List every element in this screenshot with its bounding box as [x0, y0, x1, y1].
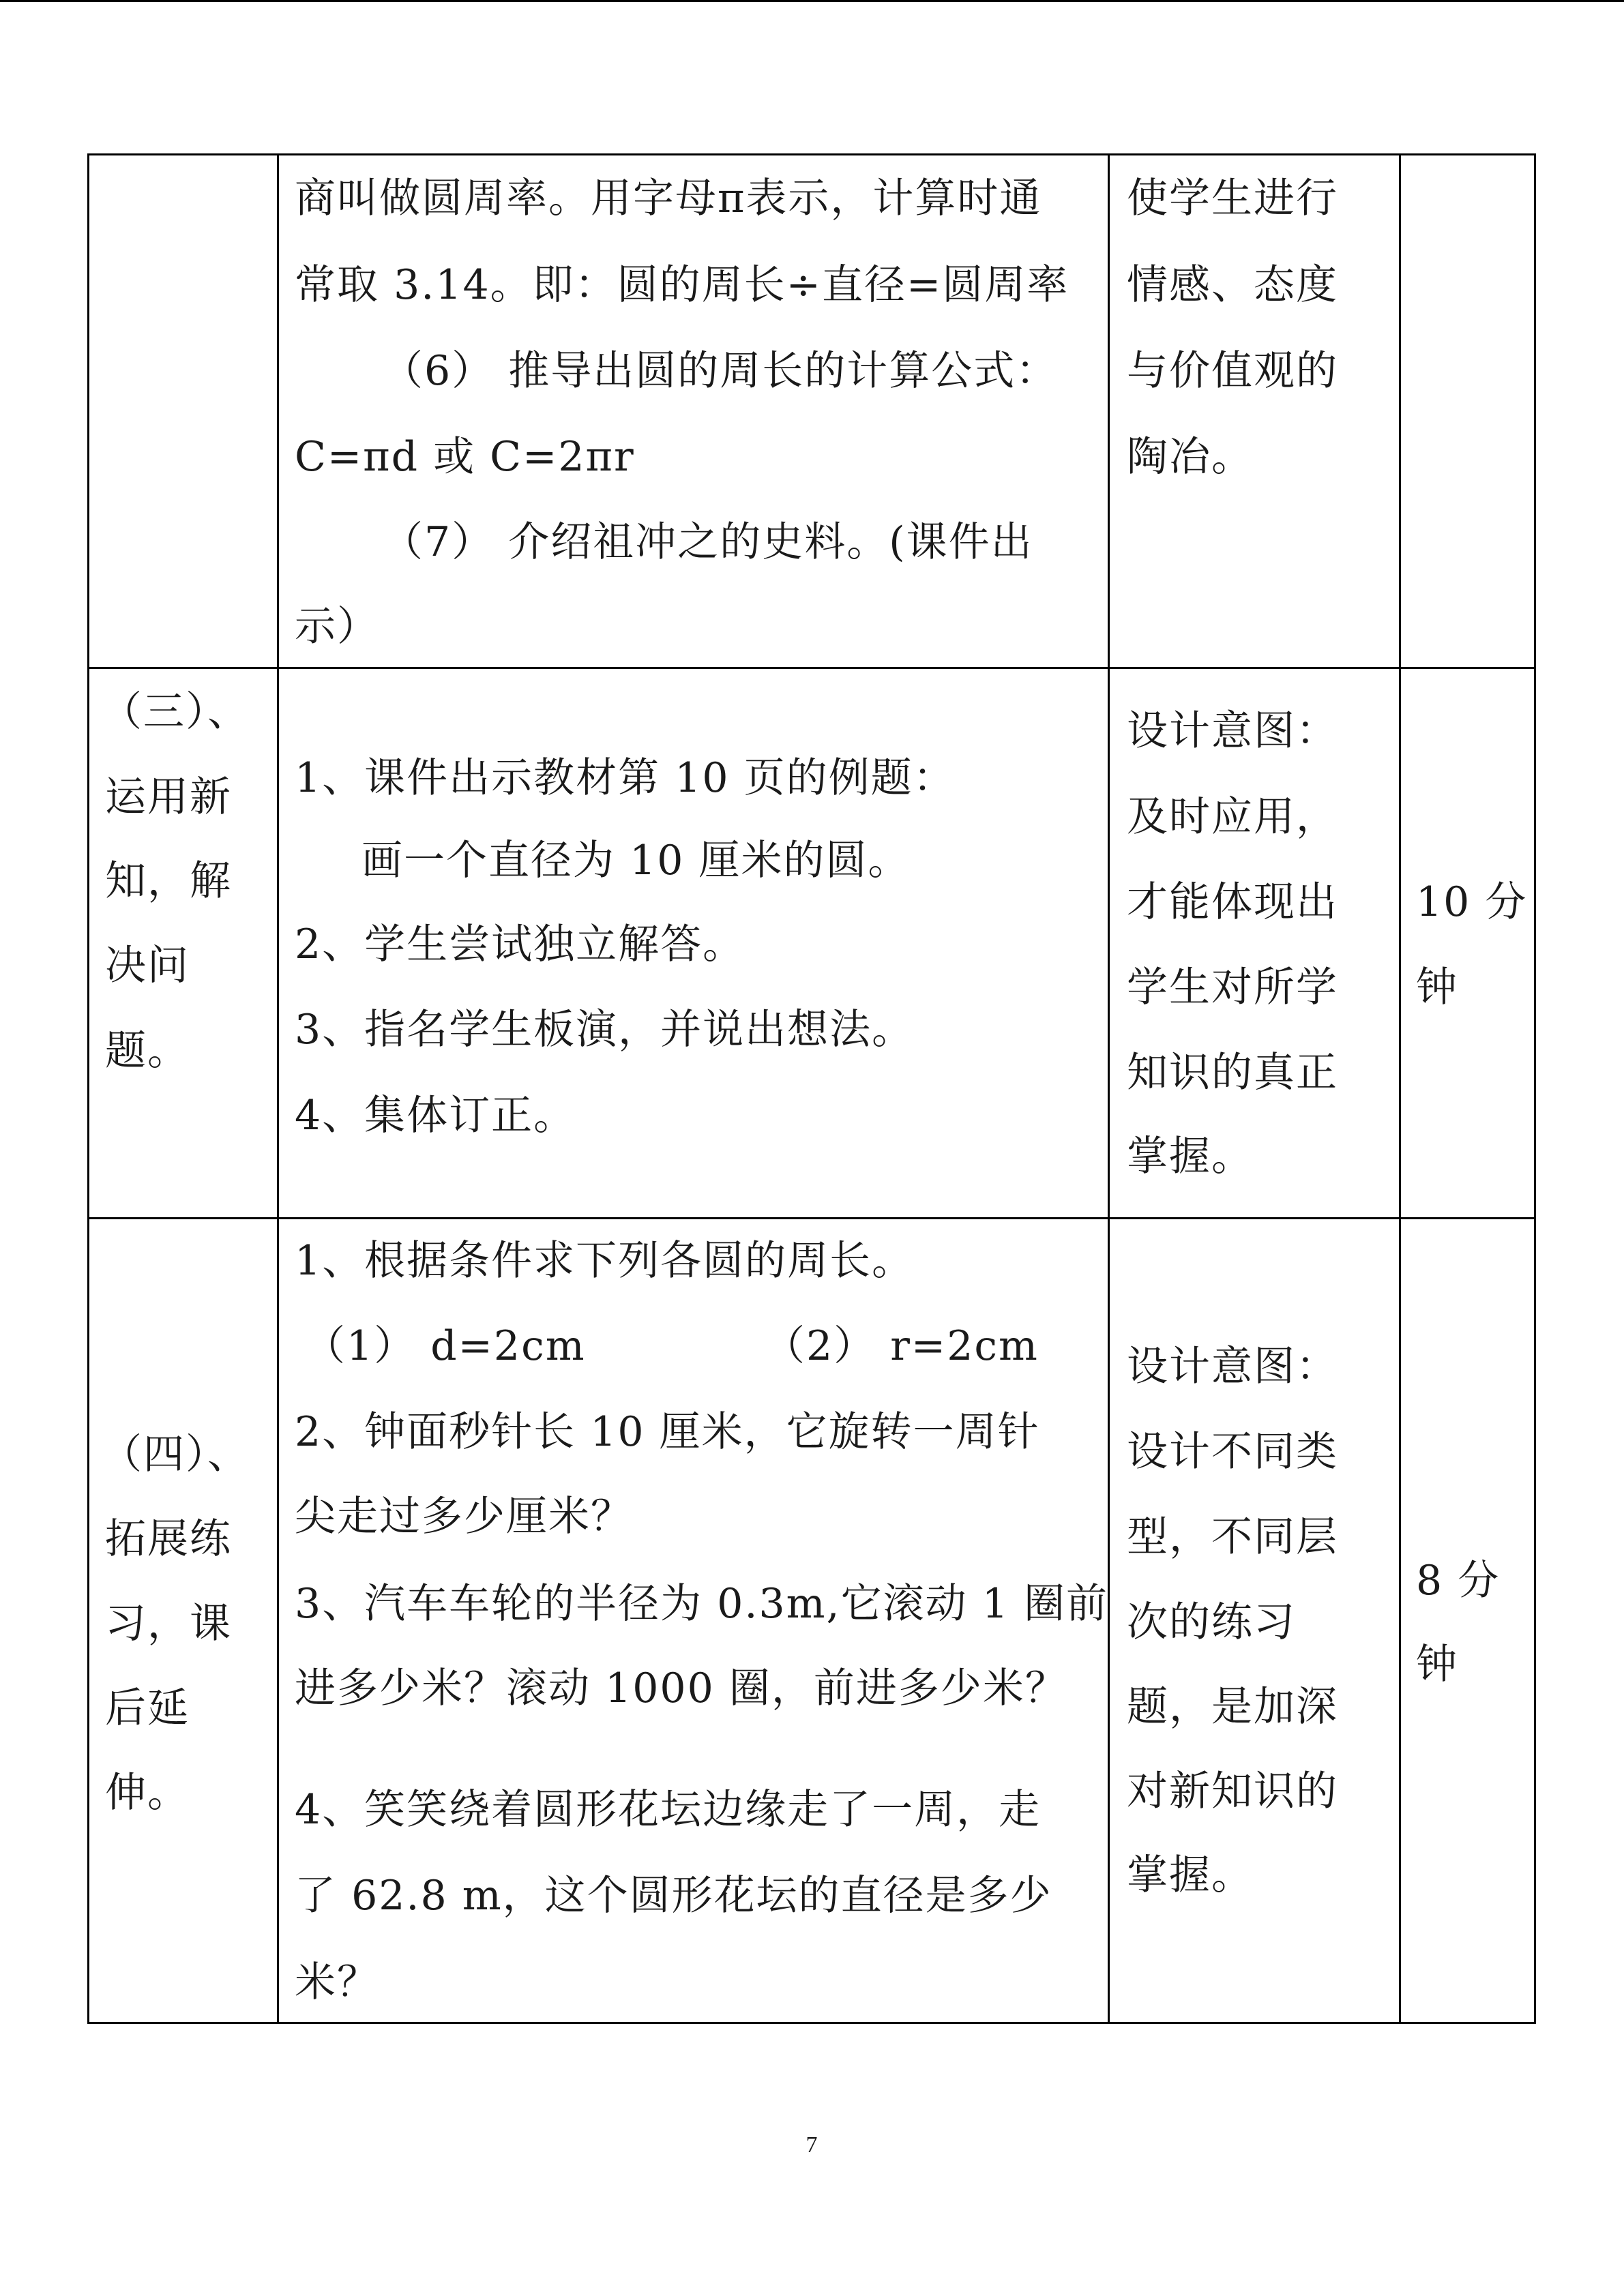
table-rule-left [87, 153, 89, 2024]
content-line: C=πd 或 C=2πr [295, 433, 635, 481]
table-rule-row1 [87, 667, 1536, 669]
intent-line: 及时应用， [1127, 793, 1338, 841]
content-line: 2、学生尝试独立解答。 [295, 921, 745, 968]
table-rule-top [87, 153, 1536, 155]
stage-line: 后延 [105, 1684, 190, 1732]
intent-line: 型，不同层 [1127, 1513, 1338, 1561]
intent-line: 情感、态度 [1127, 261, 1338, 309]
time-line: 10 分 [1416, 878, 1528, 926]
stage-line: 知，解 [105, 857, 232, 905]
stage-line: （三）、 [101, 688, 250, 736]
content-line: （1） d=2cm [304, 1322, 586, 1370]
content-line: 画一个直径为 10 厘米的圆。 [361, 837, 911, 884]
content-line: 4、集体订正。 [295, 1092, 576, 1139]
intent-line: 题，是加深 [1127, 1683, 1338, 1731]
table-rule-col1 [277, 153, 279, 2024]
intent-line: 对新知识的 [1127, 1768, 1338, 1815]
content-line: （6） 推导出圆的周长的计算公式： [382, 347, 1059, 395]
content-line: 3、指名学生板演，并说出想法。 [295, 1006, 915, 1054]
content-line: （2） r=2cm [764, 1322, 1039, 1370]
stage-line: 题。 [105, 1027, 190, 1075]
stage-line: 决问 [105, 942, 190, 989]
content-line: 3、汽车车轮的半径为 0.3m,它滚动 1 圈前 [295, 1580, 1108, 1628]
content-line: 尖走过多少厘米？ [295, 1493, 633, 1540]
content-line: 进多少米？滚动 1000 圈，前进多少米？ [295, 1665, 1067, 1712]
intent-line: 次的练习 [1127, 1598, 1296, 1646]
stage-line: （四）、 [101, 1431, 250, 1478]
stage-line: 伸。 [105, 1769, 190, 1817]
intent-line: 才能体现出 [1127, 878, 1338, 926]
content-line: 示） [295, 603, 379, 651]
table-rule-right [1534, 153, 1536, 2024]
content-line: （7） 介绍祖冲之的史料。(课件出 [382, 518, 1033, 566]
content-line: 2、钟面秒针长 10 厘米，它旋转一周针 [295, 1408, 1040, 1456]
intent-line: 设计不同类 [1127, 1428, 1338, 1476]
intent-line: 掌握。 [1127, 1851, 1254, 1899]
table-rule-bottom [87, 2022, 1536, 2024]
time-line: 8 分 [1416, 1557, 1501, 1605]
time-line: 钟 [1416, 964, 1458, 1011]
intent-line: 设计意图： [1127, 1343, 1338, 1390]
intent-line: 陶冶。 [1127, 433, 1254, 481]
intent-line: 设计意图： [1127, 707, 1338, 755]
intent-line: 掌握。 [1127, 1133, 1254, 1180]
stage-line: 习，课 [105, 1600, 232, 1648]
content-line: 常取 3.14。即：圆的周长÷直径=圆周率 [295, 261, 1069, 309]
intent-line: 学生对所学 [1127, 964, 1338, 1011]
content-line: 米？ [295, 1958, 379, 2006]
intent-line: 使学生进行 [1127, 175, 1338, 222]
table-rule-row2 [87, 1217, 1536, 1219]
time-line: 钟 [1416, 1641, 1458, 1688]
table-rule-col2 [1108, 153, 1110, 2024]
intent-line: 与价值观的 [1127, 347, 1338, 395]
page-number: 7 [806, 2132, 818, 2158]
content-line: 1、根据条件求下列各圆的周长。 [295, 1237, 915, 1285]
content-line: 1、课件出示教材第 10 页的例题： [295, 754, 956, 802]
page-top-edge [0, 0, 1624, 2]
content-line: 商叫做圆周率。用字母π表示，计算时通 [295, 175, 1042, 222]
content-line: 4、笑笑绕着圆形花坛边缘走了一周，走 [295, 1786, 1042, 1834]
content-line: 了 62.8 m，这个圆形花坛的直径是多少 [295, 1872, 1052, 1920]
stage-line: 拓展练 [105, 1515, 232, 1563]
stage-line: 运用新 [105, 773, 232, 821]
table-rule-col3 [1399, 153, 1401, 2024]
intent-line: 知识的真正 [1127, 1049, 1338, 1097]
